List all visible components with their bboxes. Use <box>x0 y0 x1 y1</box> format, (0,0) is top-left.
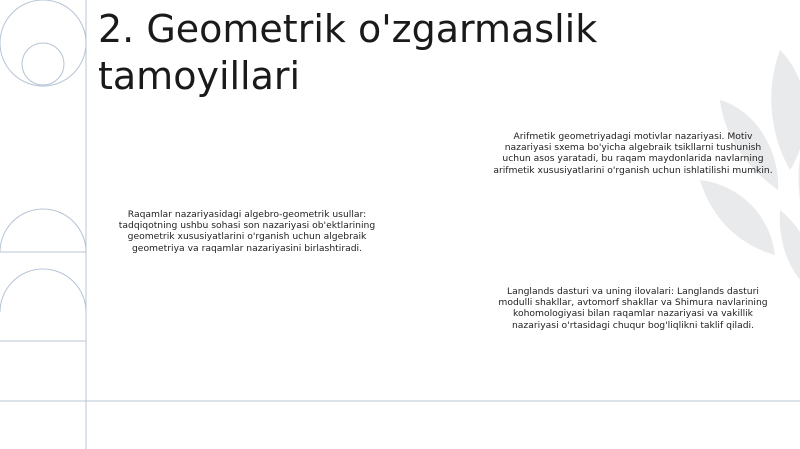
upper-arch <box>0 209 86 252</box>
outer-circle <box>0 0 86 86</box>
lower-arch <box>0 269 86 312</box>
inner-circle <box>22 43 64 85</box>
slide-title: 2. Geometrik o'zgarmaslik tamoyillari <box>98 7 598 98</box>
text-block-motives: Arifmetik geometriyadagi motivlar nazariyasi. Motiv nazariyasi sxema bo'yicha algebraik tsikllarni tushunish uchun asos yaratadi, bu raqam maydonlarida navlarning arifmetik xususiyatlarini o'rganish uchun ishlatilishi mumkin. <box>493 131 773 176</box>
text-block-algebro-geometric: Raqamlar nazariyasidagi algebro-geometrik usullar: tadqiqotning ushbu sohasi son nazariyasi ob'ektlarining geometrik xususiyatlarini o'rganish uchun algebraik geometriya va raqamlar nazariyasini birlashtiradi. <box>118 209 376 254</box>
text-block-langlands: Langlands dasturi va uning ilovalari: Langlands dasturi modulli shakllar, avtomorf shakllar va Shimura navlarining kohomologiyasi bilan raqamlar nazariyasi va vakillik nazariyasi o'rtasidagi chuqur bog'liqlikni taklif qiladi. <box>498 286 768 331</box>
